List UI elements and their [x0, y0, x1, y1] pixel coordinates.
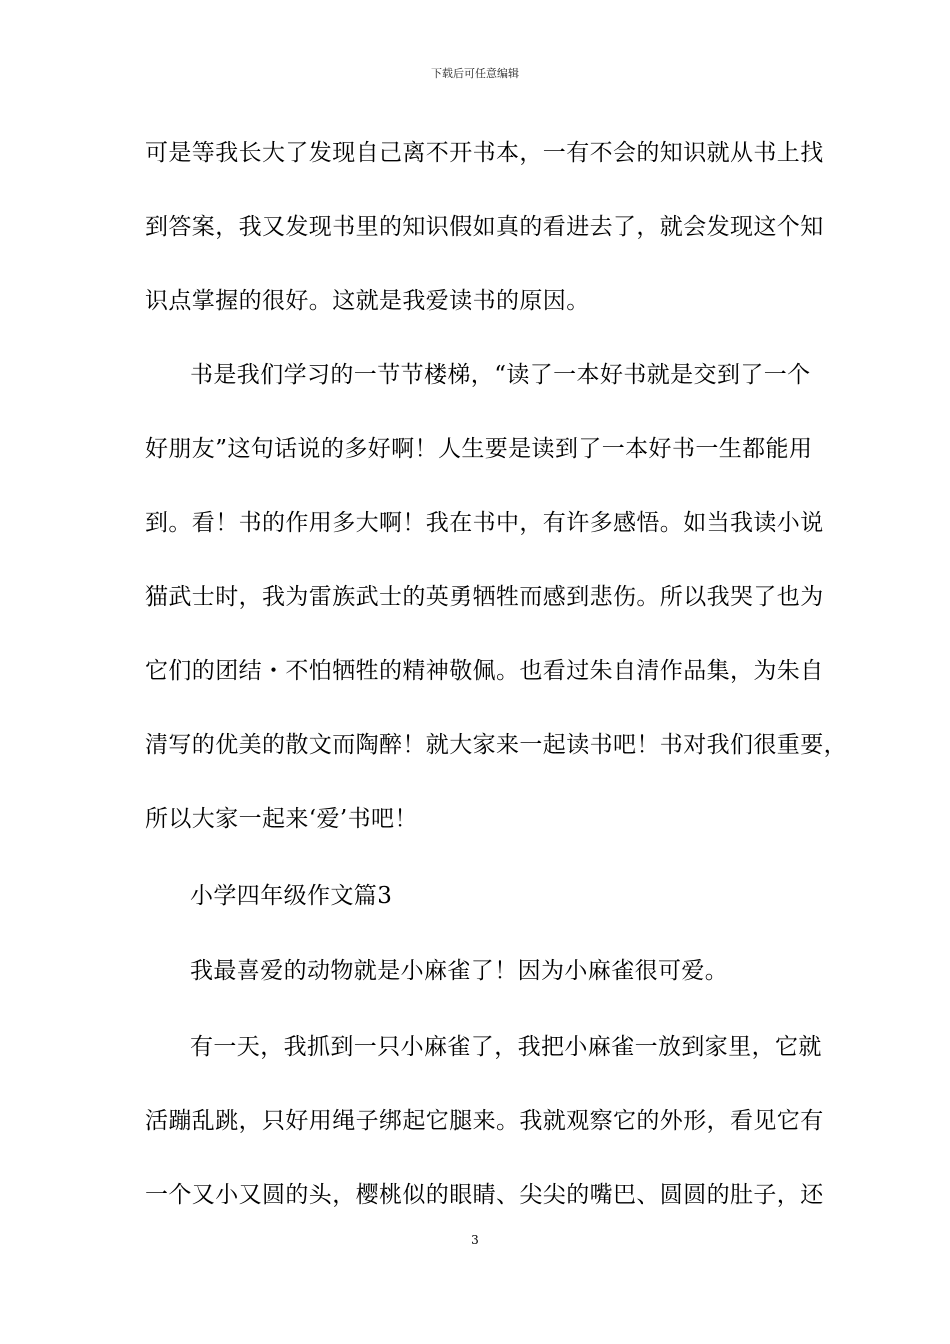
- page-number: 3: [471, 1233, 479, 1247]
- text-line: 到答案，我又发现书里的知识假如真的看进去了，就会发现这个知: [145, 214, 824, 240]
- text-line: 它们的团结・不怕牺牲的精神敬佩。也看过朱自清作品集，为朱自: [145, 658, 824, 684]
- text-line: 到。看！书的作用多大啊！我在书中，有许多感悟。如当我读小说: [145, 510, 824, 536]
- section-heading: 小学四年级作文篇3: [190, 883, 393, 909]
- text-line: 我最喜爱的动物就是小麻雀了！因为小麻雀很可爱。: [190, 958, 729, 984]
- text-line: 一个又小又圆的头，樱桃似的眼睛、尖尖的嘴巴、圆圆的肚子，还: [145, 1182, 824, 1208]
- text-line: 清写的优美的散文而陶醉！就大家来一起读书吧！书对我们很重要，: [145, 732, 847, 758]
- text-line: 猫武士时，我为雷族武士的英勇牺牲而感到悲伤。所以我哭了也为: [145, 584, 824, 610]
- text-line: 识点掌握的很好。这就是我爱读书的原因。: [145, 288, 590, 314]
- text-line: 书是我们学习的一节节楼梯，“读了一本好书就是交到了一个: [190, 362, 811, 388]
- text-line: 好朋友”这句话说的多好啊！人生要是读到了一本好书一生都能用: [145, 436, 813, 462]
- text-line: 所以大家一起来‘爱’书吧！: [145, 806, 418, 832]
- text-line: 活蹦乱跳，只好用绳子绑起它腿来。我就观察它的外形，看见它有: [145, 1108, 824, 1134]
- page-header: 下载后可任意编辑: [431, 67, 519, 80]
- text-line: 有一天，我抓到一只小麻雀了，我把小麻雀一放到家里，它就: [190, 1034, 822, 1060]
- text-line: 可是等我长大了发现自己离不开书本，一有不会的知识就从书上找: [145, 140, 824, 166]
